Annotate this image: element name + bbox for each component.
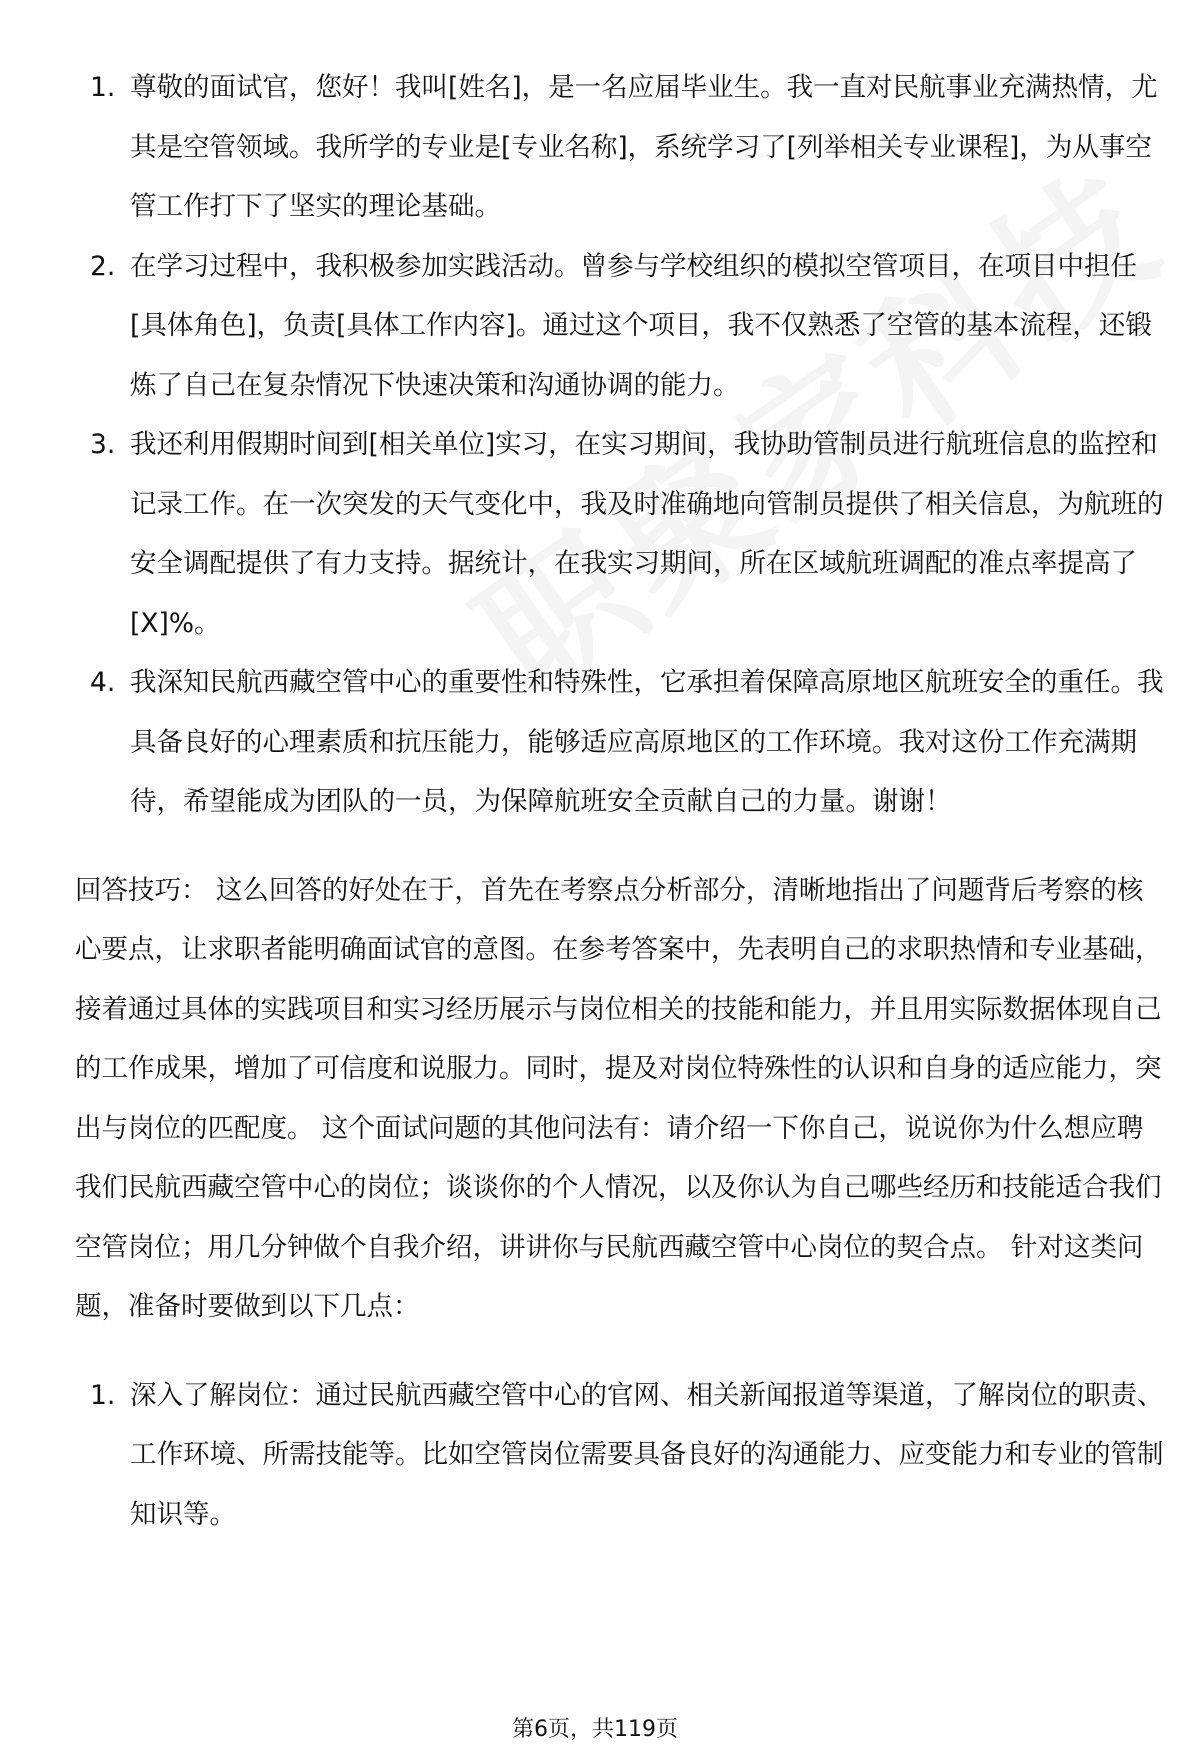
answer-list (75, 58, 1165, 832)
list-item-number: 1. (90, 72, 116, 103)
list-item (75, 1366, 1165, 1545)
list-item-text: 在学习过程中，我积极参加实践活动。曾参与学校组织的模拟空管项目，在项目中担任[具体角色]，负责[具体工作内容]。通过这个项目，我不仅熟悉了空管的基本流程，还锻炼了自己在复杂情况下快速决策和沟通协调的能力。 (130, 250, 1152, 401)
page-number-footer: 第6页，共119页 (512, 1717, 678, 1742)
list-item-number: 2. (90, 250, 116, 282)
list-item-text: 尊敬的面试官，您好！我叫[姓名]，是一名应届毕业生。我一直对民航事业充满热情，尤其是空管领域。我所学的专业是[专业名称]，系统学习了[列举相关专业课程]，为从事空管工作打下了坚实的理论基础。 (130, 72, 1158, 222)
list-item-text: 深入了解岗位：通过民航西藏空管中心的官网、相关新闻报道等渠道，了解岗位的职责、工作环境、所需技能等。比如空管岗位需要具备良好的沟通能力、应变能力和专业的管制知识等。 (130, 1379, 1164, 1530)
preparation-list (75, 1366, 1165, 1545)
list-item (75, 237, 1165, 416)
list-item-text: 我深知民航西藏空管中心的重要性和特殊性，它承担着保障高原地区航班安全的重任。我具备良好的心理素质和抗压能力，能够适应高原地区的工作环境。我对这份工作充满期待，希望能成为团队的一员，为保障航班安全贡献自己的力量。谢谢！ (130, 667, 1164, 817)
list-item (75, 415, 1165, 653)
list-item-text: 我还利用假期时间到[相关单位]实习，在实习期间，我协助管制员进行航班信息的监控和记录工作。在一次突发的天气变化中，我及时准确地向管制员提供了相关信息，为航班的安全调配提供了有力支持。据统计，在我实习期间，所在区域航班调配的准点率提高了[X]%。 (130, 429, 1164, 639)
tips-paragraph: 回答技巧： 这么回答的好处在于，首先在考察点分析部分，清晰地指出了问题背后考察的核心要点，让求职者能明确面试官的意图。在参考答案中，先表明自己的求职热情和专业基础，接着通过具体的实践项目和实习经历展示与岗位相关的技能和能力，并且用实际数据体现自己的工作成果，增加了可信度和说服力。同时，提及对岗位特殊性的认识和自身的适应能力，突出与岗位的匹配度。 这个面试问题的其他问法有：请介绍一下你自己，说说你为什么想应聘我们民航西藏空管中心的岗位；谈谈你的个人情况，以及你认为自己哪些经历和技能适合我们空管岗位；用几分钟做个自我介绍，讲讲你与民航西藏空管中心岗位的契合点。 针对这类问题，准备时要做到以下几点： (75, 874, 1162, 1322)
list-item (75, 58, 1165, 237)
page-content (75, 58, 1165, 1544)
list-item-number: 1. (90, 1379, 116, 1411)
tips-section (75, 861, 1165, 1337)
list-item-number: 4. (90, 667, 116, 698)
list-item (75, 653, 1165, 832)
list-item-number: 3. (90, 429, 116, 460)
